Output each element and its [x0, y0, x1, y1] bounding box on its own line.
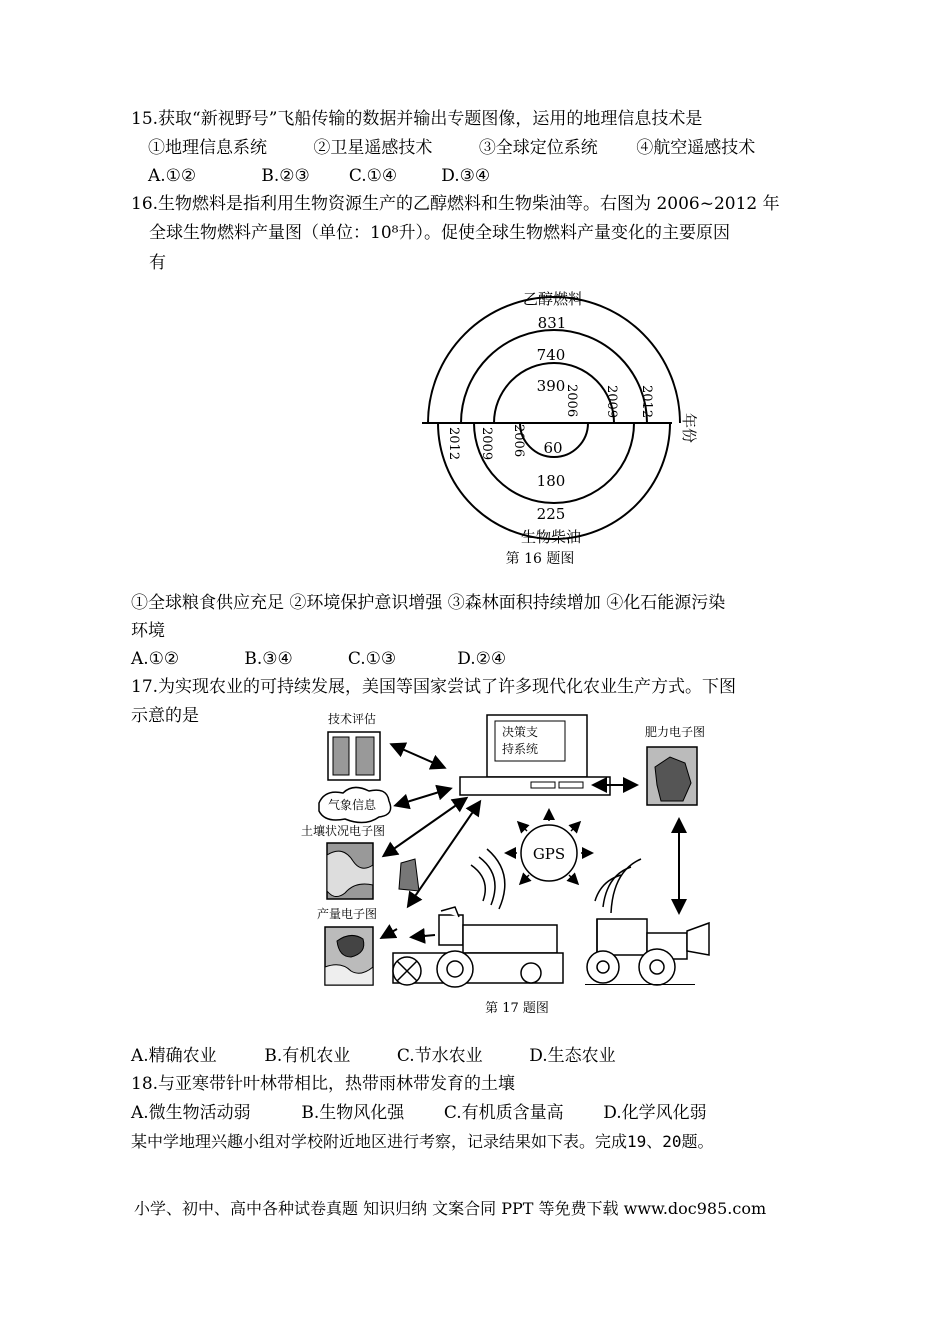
q18-option-c: C.有机质含量高	[443, 1103, 564, 1123]
q18-option-a: A.微生物活动弱	[131, 1103, 251, 1123]
q16-option-b: B.③④	[244, 649, 293, 669]
q15-options	[148, 165, 490, 187]
q15-item-3: ③全球定位系统	[478, 138, 598, 158]
q17-stem-line2: 示意的是	[131, 706, 199, 726]
q15-option-d: D.③④	[441, 166, 491, 186]
biodiesel-year-2009: 2009	[479, 427, 494, 461]
biodiesel-label: 生物柴油	[520, 528, 582, 546]
q16-options	[131, 648, 506, 670]
ethanol-year-2006: 2006	[564, 384, 579, 418]
q15-item-1: ①地理信息系统	[148, 138, 267, 158]
q15-stem: 15.获取“新视野号”飞船传输的数据并输出专题图像，运用的地理信息技术是	[131, 109, 703, 129]
biodiesel-arc-2009	[474, 423, 634, 503]
q16-stem-line2: 全球生物燃料产量图（单位：10⁸升）。促使全球生物燃料产量变化的主要原因	[149, 223, 730, 243]
q16-option-c: C.①③	[347, 649, 397, 669]
soil-map-label: 土壤状况电子图	[301, 824, 386, 838]
q17-option-a: A.精确农业	[131, 1046, 217, 1066]
biodiesel-value-2012: 225	[536, 505, 566, 523]
q15-item-4: ④航空遥感技术	[636, 138, 756, 158]
decision-label-2: 持系统	[502, 742, 539, 756]
gps-label: GPS	[532, 845, 566, 863]
q16-option-d: D.②④	[457, 649, 507, 669]
biodiesel-value-2006: 60	[543, 439, 563, 457]
q15-item-2: ②卫星遥感技术	[313, 138, 433, 158]
q17-figure-caption: 第 17 题图	[485, 1001, 549, 1016]
signal-waves-right	[595, 859, 641, 913]
q17-option-c: C.节水农业	[396, 1046, 483, 1066]
decision-label-1: 决策支	[502, 725, 539, 739]
fertilizer-map-label: 肥力电子图	[645, 725, 706, 739]
tractor-icon	[587, 919, 709, 985]
signal-waves-left	[471, 849, 505, 909]
q17-option-d: D.生态农业	[529, 1046, 616, 1066]
weather-label: 气象信息	[328, 798, 377, 812]
q16-items-line1: ①全球粮食供应充足 ②环境保护意识增强 ③森林面积持续增加 ④化石能源污染	[131, 593, 726, 613]
q17-option-b: B.有机农业	[264, 1046, 351, 1066]
ethanol-label: 乙醇燃料	[522, 290, 584, 308]
biodiesel-year-2012: 2012	[446, 427, 461, 461]
q18-options	[131, 1102, 707, 1124]
q16-items-line2: 环境	[131, 621, 165, 641]
q18-option-b: B.生物风化强	[301, 1103, 405, 1123]
axis-label: 年份	[680, 412, 698, 444]
ethanol-value-2012: 831	[537, 314, 567, 332]
q16-figure-caption: 第 16 题图	[505, 551, 575, 567]
fertilizer-map-icon	[647, 747, 697, 805]
q17-options	[131, 1045, 616, 1067]
tech-eval-icon	[328, 732, 380, 780]
q18-option-d: D.化学风化弱	[603, 1103, 707, 1123]
q16-biofuel-chart	[400, 282, 700, 572]
q16-stem-line1: 16.生物燃料是指利用生物资源生产的乙醇燃料和生物柴油等。右图为 2006~2012 年	[131, 194, 780, 214]
soil-map-icon	[327, 843, 373, 899]
biodiesel-year-2006: 2006	[511, 424, 526, 458]
q17-precision-farming-diagram	[295, 705, 725, 1025]
ground-line	[585, 984, 695, 985]
q17-stem-line1: 17.为实现农业的可持续发展，美国等国家尝试了许多现代化农业生产方式。下图	[131, 677, 737, 697]
sensor-icon	[399, 859, 419, 891]
harvester-icon	[393, 907, 563, 987]
ethanol-value-2006: 390	[536, 377, 566, 395]
q16-stem-line3: 有	[149, 253, 166, 273]
ethanol-year-2009: 2009	[604, 385, 619, 419]
q15-option-b: B.②③	[261, 166, 310, 186]
biodiesel-value-2009: 180	[536, 472, 566, 490]
q15-option-c: C.①④	[348, 166, 398, 186]
arrow-harvester-to-yield	[413, 935, 435, 937]
yield-map-icon	[325, 927, 373, 985]
q18-stem: 18.与亚寒带针叶林带相比，热带雨林带发育的土壤	[131, 1074, 516, 1094]
ethanol-value-2009: 740	[536, 346, 566, 364]
tech-eval-label: 技术评估	[328, 712, 377, 726]
page-footer: 小学、初中、高中各种试卷真题 知识归纳 文案合同 PPT 等免费下载 www.doc985.com	[134, 1199, 767, 1218]
intro-19-20: 某中学地理兴趣小组对学校附近地区进行考察，记录结果如下表。完成19、20题。	[131, 1132, 714, 1151]
ethanol-year-2012: 2012	[639, 385, 654, 419]
q16-option-a: A.①②	[131, 649, 180, 669]
arrow-to-yield-map	[383, 929, 397, 937]
q15-items	[148, 137, 755, 159]
yield-map-label: 产量电子图	[317, 907, 378, 921]
q15-option-a: A.①②	[148, 166, 197, 186]
